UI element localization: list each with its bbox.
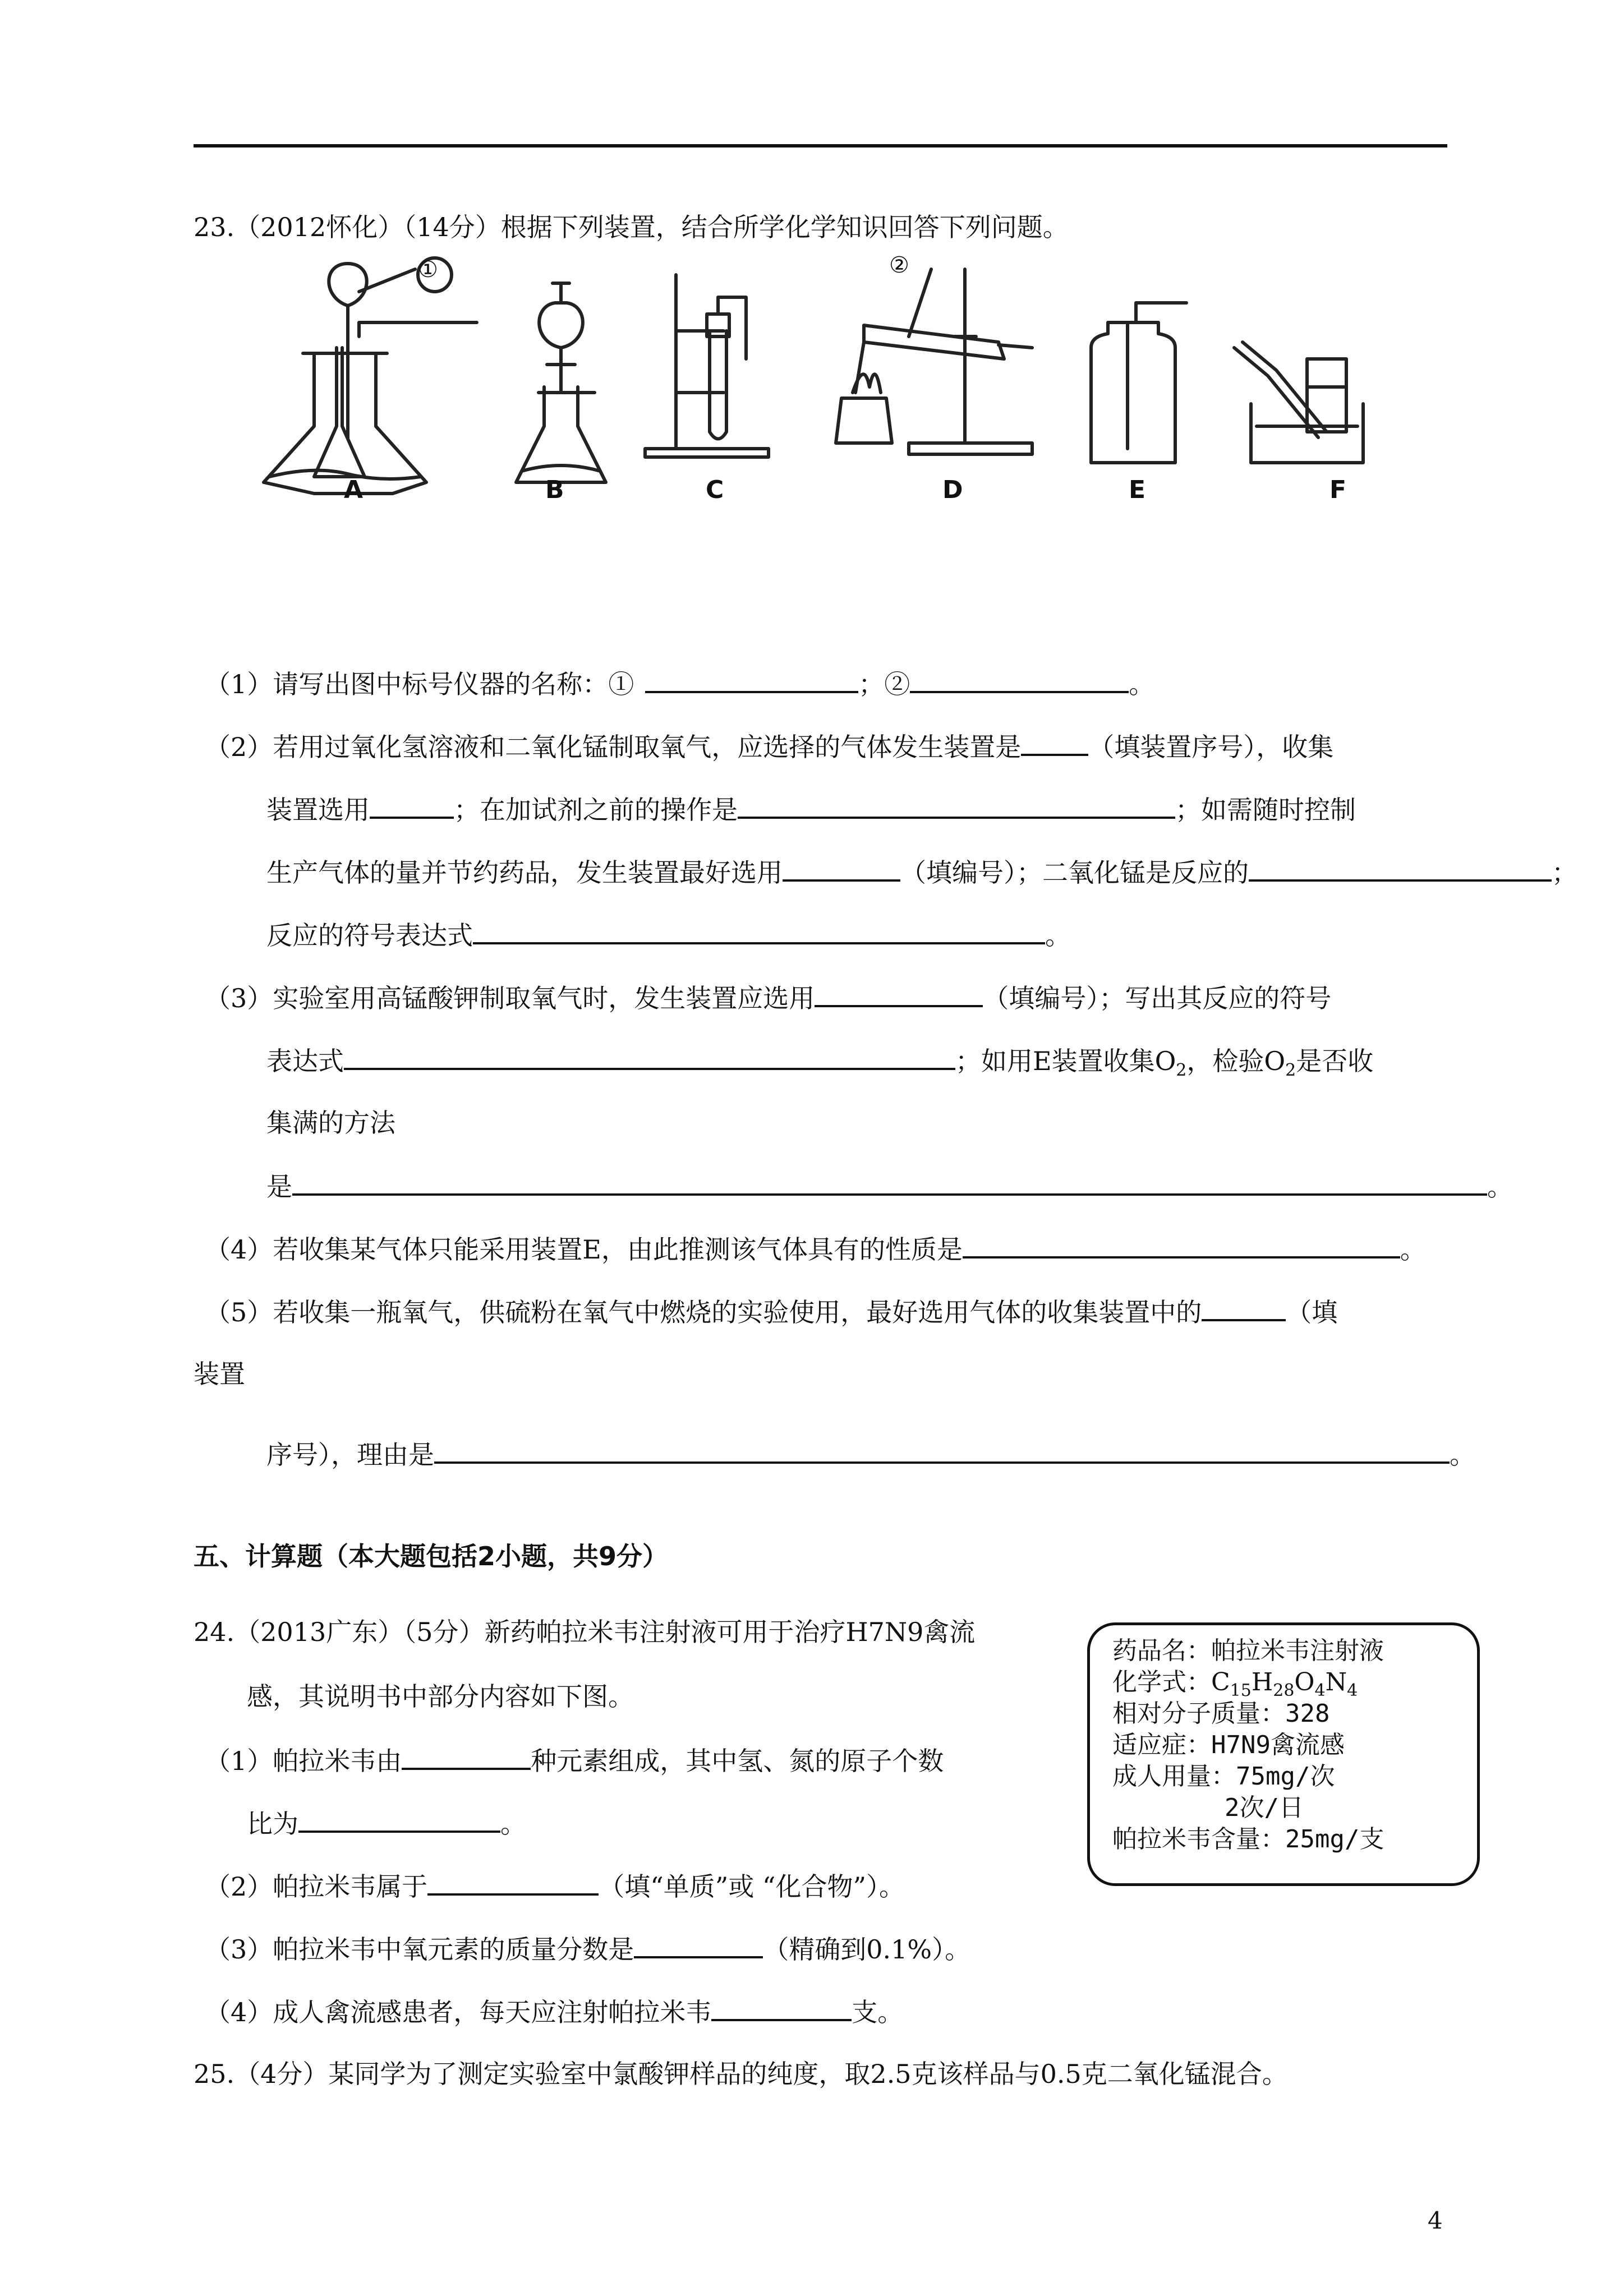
q23-part3-line3: 集满的方法 [266, 1108, 395, 1138]
q23-p2-text-h: ； [1552, 857, 1577, 888]
q24-p4-text-a: （4）成人禽流感患者，每天应注射帕拉米韦 [205, 1997, 712, 2027]
q23-p5-text-b: （填 [1286, 1297, 1338, 1327]
q23-p3-text-c: 表达式 [266, 1046, 344, 1076]
q23-p5-text-d: 。 [1450, 1440, 1475, 1470]
answer-blank-instrument-2[interactable] [910, 666, 1129, 693]
q24-part1-line2 [247, 1806, 526, 1841]
q23-p2-text-g: （填编号）；二氧化锰是反应的 [900, 857, 1249, 888]
label-b: B [545, 476, 564, 504]
q23-p3-text-h: 。 [1487, 1172, 1513, 1202]
q23-p3-text-e: ，检验O [1186, 1046, 1286, 1076]
q23-part5-line2: 装置 [194, 1359, 245, 1389]
q23-p1-text-a: （1）请写出图中标号仪器的名称：① [205, 669, 634, 699]
page-number: 4 [1428, 2207, 1443, 2234]
answer-blank-operation[interactable] [738, 792, 1175, 819]
q23-p2-text-i: 反应的符号表达式 [266, 920, 473, 951]
formula-element: O [1294, 1668, 1315, 1696]
q24-part1-line1 [205, 1743, 944, 1778]
answer-blank-test-method[interactable] [292, 1169, 1487, 1196]
answer-blank-classification[interactable] [427, 1869, 599, 1896]
label-e: E [1129, 476, 1146, 504]
answer-blank-atom-ratio[interactable] [298, 1806, 500, 1833]
q23-p2-text-e: ；如需随时控制 [1175, 795, 1356, 825]
q23-part4 [205, 1232, 1426, 1266]
q23-p2-text-d: ；在加试剂之前的操作是 [454, 795, 738, 825]
q23-p3-text-d: ；如用E装置收集O [955, 1046, 1176, 1076]
subscript-2b: 2 [1285, 1061, 1296, 1081]
subscript-2a: 2 [1176, 1061, 1187, 1081]
q24-p1-text-d: 。 [500, 1809, 526, 1839]
formula-element: C [1211, 1668, 1230, 1696]
q23-p3-text-f: 是否收 [1296, 1046, 1374, 1076]
q23-part2-line4 [266, 918, 1071, 952]
formula-element: H [1251, 1668, 1273, 1696]
q24-p3-text-a: （3）帕拉米韦中氧元素的质量分数是 [205, 1934, 634, 1965]
q23-part3-line2 [266, 1043, 1373, 1087]
q23-p2-text-f: 生产气体的量并节约药品，发生装置最好选用 [266, 857, 783, 888]
marker-2: ② [889, 252, 909, 278]
q23-part2-line1 [205, 729, 1333, 764]
q24-part4 [205, 1994, 903, 2029]
label-d: D [942, 476, 963, 504]
section-5-heading: 五、计算题（本大题包括2小题，共9分） [194, 1541, 669, 1571]
answer-blank-collector[interactable] [370, 792, 454, 819]
q23-part2-line2 [266, 792, 1356, 827]
q24-p1-text-b: 种元素组成，其中氢、氮的原子个数 [531, 1746, 944, 1776]
answer-blank-element-count[interactable] [402, 1743, 531, 1770]
chemical-formula [1211, 1668, 1358, 1700]
q23-p3-text-a: （3）实验室用高锰酸钾制取氧气时，发生装置应选用 [205, 983, 815, 1013]
q23-part3-line1 [205, 980, 1331, 1015]
label-c: C [706, 476, 724, 504]
q24-part3 [205, 1931, 970, 1966]
answer-blank-best-generator[interactable] [783, 855, 900, 882]
drug-info-box [1087, 1622, 1480, 1886]
apparatus-c [645, 275, 769, 457]
q23-p1-text-c: 。 [1129, 669, 1155, 699]
q24-p1-text-c: 比为 [247, 1809, 298, 1839]
q23-p3-text-b: （填编号）；写出其反应的符号 [983, 983, 1332, 1013]
answer-blank-gas-property[interactable] [963, 1232, 1400, 1258]
q23-part5-line3 [266, 1437, 1475, 1472]
apparatus-b [516, 283, 606, 482]
apparatus-a [264, 258, 477, 494]
drug-formula-label: 化学式： [1112, 1668, 1211, 1696]
answer-blank-generator[interactable] [1021, 729, 1088, 756]
answer-blank-collection-device[interactable] [1202, 1294, 1286, 1321]
q23-intro: 23.（2012怀化）（14分）根据下列装置，结合所学化学知识回答下列问题。 [194, 212, 1069, 242]
q24-p2-text-a: （2）帕拉米韦属于 [205, 1871, 428, 1902]
answer-blank-instrument-1[interactable] [645, 666, 858, 693]
drug-molecular-weight: 相对分子质量：328 [1112, 1699, 1330, 1728]
answer-blank-reason[interactable] [434, 1437, 1450, 1464]
q24-part2 [205, 1869, 905, 1903]
q24-p4-text-b: 支。 [852, 1997, 904, 2027]
q23-p3-text-g: 是 [266, 1172, 292, 1202]
drug-dose: 成人用量：75mg/次 [1112, 1762, 1335, 1791]
q23-p2-text-a: （2）若用过氧化氢溶液和二氧化锰制取氧气，应选择的气体发生装置是 [205, 732, 1022, 762]
drug-name: 药品名：帕拉米韦注射液 [1112, 1636, 1384, 1665]
formula-subscript: 28 [1273, 1680, 1295, 1700]
q23-p2-text-b: （填装置序号），收集 [1088, 732, 1334, 762]
answer-blank-equation-2[interactable] [344, 1043, 955, 1070]
q24-line1: 24.（2013广东）（5分）新药帕拉米韦注射液可用于治疗H7N9禽流 [194, 1617, 976, 1647]
answer-blank-mno2-role[interactable] [1249, 855, 1552, 882]
apparatus-e [1091, 303, 1186, 463]
answer-blank-oxygen-fraction[interactable] [634, 1931, 763, 1958]
formula-subscript: 4 [1347, 1680, 1358, 1700]
answer-blank-kmno4-generator[interactable] [815, 980, 983, 1007]
drug-content: 帕拉米韦含量：25mg/支 [1112, 1825, 1384, 1854]
q23-part1 [205, 666, 1154, 701]
q24-p3-text-b: （精确到0.1%）。 [763, 1934, 971, 1965]
q23-p4-text-a: （4）若收集某气体只能采用装置E，由此推测该气体具有的性质是 [205, 1234, 963, 1265]
q23-part3-line4 [266, 1169, 1513, 1204]
q23-p5-text-c: 序号），理由是 [266, 1440, 434, 1470]
answer-blank-equation-1[interactable] [473, 918, 1045, 944]
q25-line1: 25.（4分）某同学为了测定实验室中氯酸钾样品的纯度，取2.5克该样品与0.5克二氧化锰混合。 [194, 2059, 1288, 2089]
formula-subscript: 15 [1230, 1680, 1252, 1700]
apparatus-f [1234, 342, 1363, 463]
q23-p2-text-j: 。 [1045, 920, 1071, 951]
q24-line2: 感，其说明书中部分内容如下图。 [247, 1681, 634, 1712]
drug-frequency: 2次/日 [1225, 1794, 1304, 1822]
formula-subscript: 4 [1314, 1680, 1326, 1700]
label-a: A [344, 476, 364, 504]
marker-1: ① [418, 257, 438, 283]
q24-p2-text-b: （填“单质”或 “化合物”）。 [599, 1871, 905, 1902]
q23-part5-line1 [205, 1294, 1337, 1329]
formula-element: N [1325, 1668, 1347, 1696]
q23-p1-text-b: ；② [858, 669, 910, 699]
q24-p1-text-a: （1）帕拉米韦由 [205, 1746, 402, 1776]
q23-p5-text-a: （5）若收集一瓶氧气，供硫粉在氧气中燃烧的实验使用，最好选用气体的收集装置中的 [205, 1297, 1202, 1327]
label-f: F [1329, 476, 1347, 504]
drug-indication: 适应症：H7N9禽流感 [1112, 1731, 1345, 1759]
q23-p2-text-c: 装置选用 [266, 795, 370, 825]
q23-part2-line3 [266, 855, 1577, 889]
answer-blank-daily-dose[interactable] [711, 1994, 852, 2021]
q23-p4-text-b: 。 [1400, 1234, 1426, 1265]
apparatus-d [836, 269, 1032, 454]
